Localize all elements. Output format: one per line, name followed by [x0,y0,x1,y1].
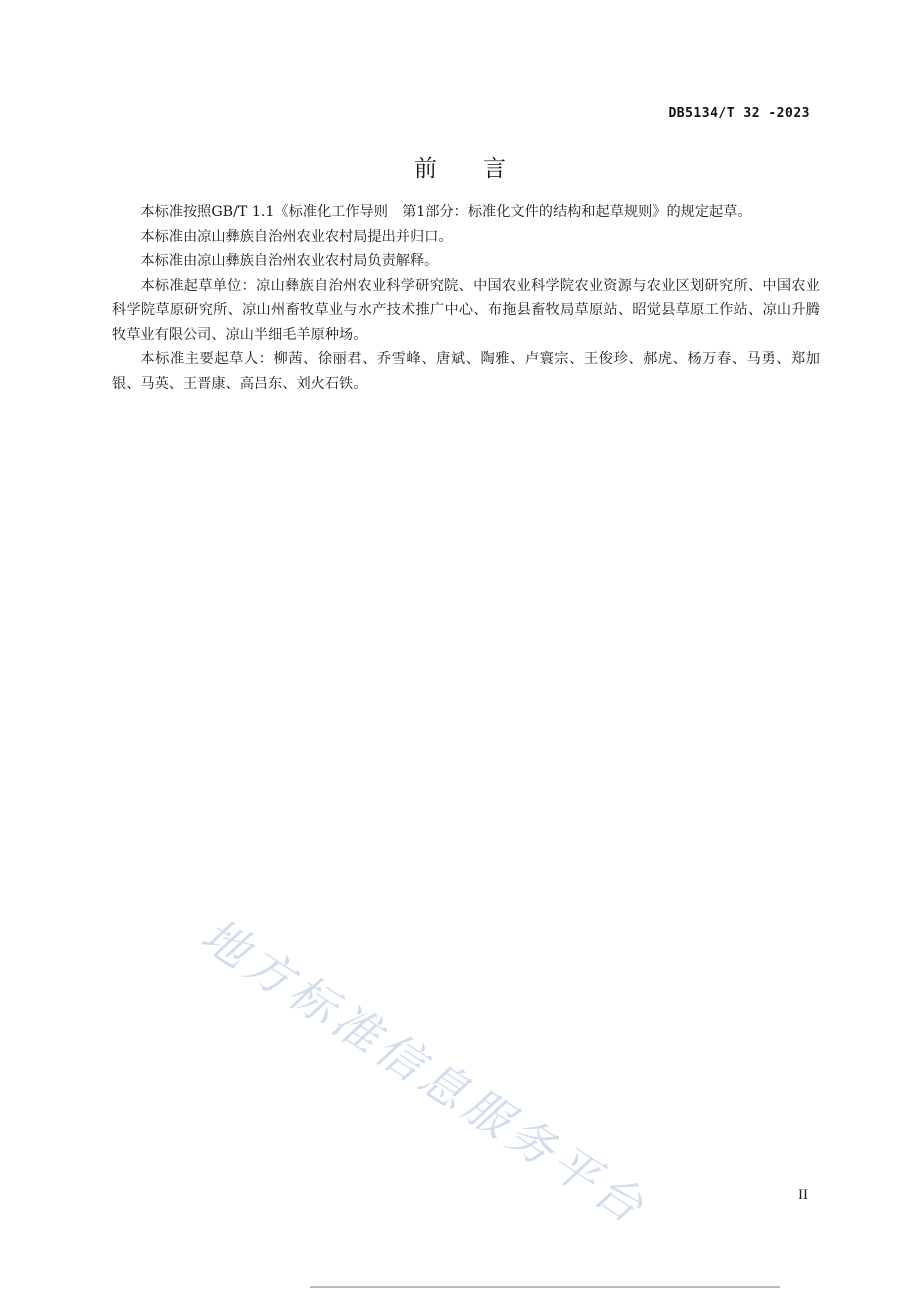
paragraph-drafting-rules: 本标准按照GB/T 1.1《标准化工作导则 第1部分：标准化文件的结构和起草规则》的规定起草。 [140,204,752,220]
page-number: II [798,1187,808,1203]
foreword-body [112,200,820,396]
watermark: 地方标准信息服务平台 [191,907,658,1237]
paragraph-drafters: 本标准主要起草人：柳茜、徐丽君、乔雪峰、唐斌、陶雅、卢寰宗、王俊珍、郝虎、杨万春、马勇、郑加银、马英、王晋康、高吕东、刘火石铁。 [112,351,820,392]
paragraph-interpretation: 本标准由凉山彝族自治州农业农村局负责解释。 [140,253,439,269]
paragraph-drafting-units: 本标准起草单位：凉山彝族自治州农业科学研究院、中国农业科学院农业资源与农业区划研究所、中国农业科学院草原研究所、凉山州畜牧草业与水产技术推广中心、布拖县畜牧局草原站、昭觉县草原工作站、凉山升腾牧草业有限公司、凉山半细毛羊原种场。 [112,277,820,343]
scan-edge-line [310,1286,780,1288]
page-title: 前言 [414,156,552,182]
document-code: DB5134/T 32 -2023 [668,106,810,121]
paragraph-proposer: 本标准由凉山彝族自治州农业农村局提出并归口。 [140,228,453,245]
